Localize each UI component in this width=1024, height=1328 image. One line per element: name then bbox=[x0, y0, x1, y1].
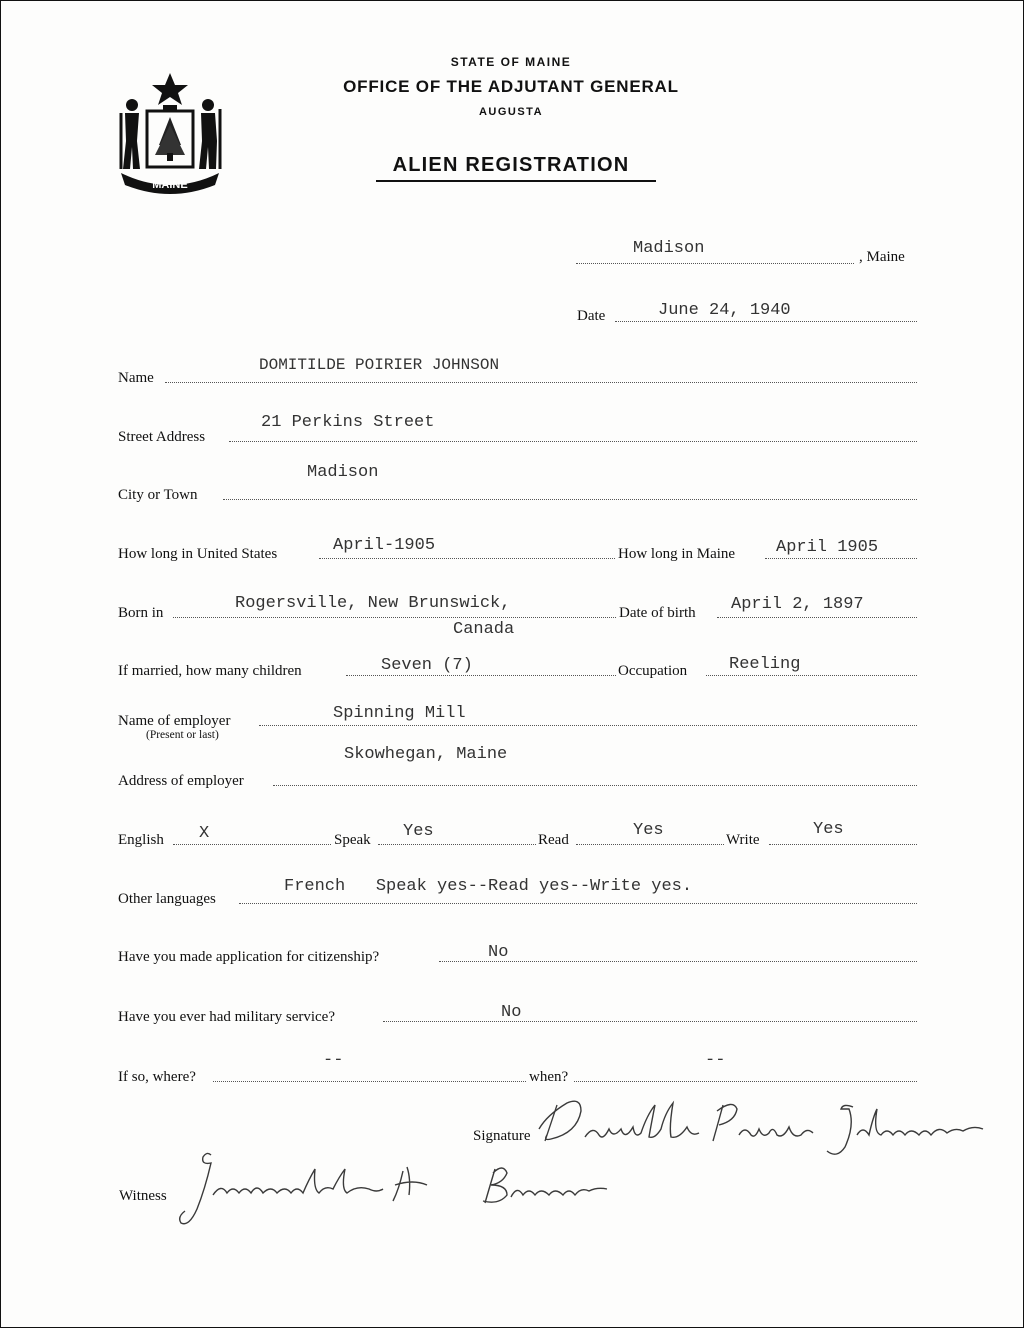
form-title: ALIEN REGISTRATION bbox=[392, 154, 630, 176]
svg-text:Jeannette H. Brown: Jeannette H. Brown bbox=[177, 1149, 185, 1150]
us-line bbox=[319, 558, 615, 559]
dob-value[interactable]: April 2, 1897 bbox=[731, 595, 864, 614]
location-value[interactable]: Madison bbox=[633, 239, 705, 258]
street-label: Street Address bbox=[118, 429, 206, 445]
office-heading: OFFICE OF THE ADJUTANT GENERAL bbox=[343, 77, 679, 96]
other-languages-label: Other languages bbox=[118, 891, 216, 907]
speak-value[interactable]: Yes bbox=[403, 822, 434, 841]
employer-line bbox=[259, 725, 917, 726]
employer-sublabel: (Present or last) bbox=[146, 729, 219, 741]
english-value[interactable]: X bbox=[199, 824, 210, 843]
maine-line bbox=[765, 558, 917, 559]
date-label: Date bbox=[577, 308, 606, 324]
where-label: If so, where? bbox=[118, 1069, 196, 1085]
when-value[interactable]: -- bbox=[705, 1051, 726, 1070]
city-label: City or Town bbox=[118, 487, 198, 503]
military-line bbox=[383, 1021, 917, 1022]
location-line bbox=[576, 263, 854, 264]
name-line bbox=[165, 382, 917, 383]
born-line bbox=[173, 617, 616, 618]
born-value-country[interactable]: Canada bbox=[453, 620, 515, 639]
name-value[interactable]: DOMITILDE POIRIER JOHNSON bbox=[259, 356, 500, 374]
date-line bbox=[615, 321, 917, 322]
english-line bbox=[173, 844, 331, 845]
witness-label: Witness bbox=[119, 1188, 167, 1204]
where-line bbox=[213, 1081, 526, 1082]
citizenship-value[interactable]: No bbox=[488, 943, 509, 962]
employer-address-value[interactable]: Skowhegan, Maine bbox=[344, 745, 508, 764]
write-line bbox=[769, 844, 917, 845]
when-line bbox=[574, 1081, 917, 1082]
street-line bbox=[229, 441, 917, 442]
occupation-line bbox=[706, 675, 917, 676]
employer-address-line bbox=[273, 785, 917, 786]
maine-label: How long in Maine bbox=[618, 546, 736, 562]
read-line bbox=[576, 844, 724, 845]
write-value[interactable]: Yes bbox=[813, 820, 844, 839]
citizenship-label: Have you made application for citizenship? bbox=[118, 949, 380, 965]
write-label: Write bbox=[726, 832, 760, 848]
military-value[interactable]: No bbox=[501, 1003, 522, 1022]
employer-address-label: Address of employer bbox=[118, 773, 244, 789]
occupation-label: Occupation bbox=[618, 663, 688, 679]
occupation-value[interactable]: Reeling bbox=[729, 655, 801, 674]
children-value[interactable]: Seven (7) bbox=[381, 656, 473, 675]
where-value[interactable]: -- bbox=[323, 1051, 344, 1070]
military-label: Have you ever had military service? bbox=[118, 1009, 335, 1025]
svg-text:MAINE: MAINE bbox=[152, 179, 188, 191]
city-value[interactable]: Madison bbox=[307, 463, 379, 482]
children-line bbox=[346, 675, 616, 676]
speak-line bbox=[378, 844, 536, 845]
name-label: Name bbox=[118, 370, 154, 386]
employer-value[interactable]: Spinning Mill bbox=[333, 704, 466, 723]
born-value[interactable]: Rogersville, New Brunswick, bbox=[235, 594, 511, 613]
title-underline bbox=[376, 180, 656, 182]
date-value[interactable]: June 24, 1940 bbox=[658, 301, 791, 320]
us-label: How long in United States bbox=[118, 546, 278, 562]
speak-label: Speak bbox=[334, 832, 371, 848]
state-heading: STATE OF MAINE bbox=[450, 55, 572, 69]
employer-label: Name of employer bbox=[118, 713, 231, 729]
location-suffix: , Maine bbox=[859, 249, 905, 265]
street-value[interactable]: 21 Perkins Street bbox=[261, 413, 435, 432]
read-label: Read bbox=[538, 832, 569, 848]
other-languages-line bbox=[239, 903, 917, 904]
other-languages-value[interactable]: French Speak yes--Read yes--Write yes. bbox=[284, 877, 693, 896]
maine-value[interactable]: April 1905 bbox=[776, 538, 879, 557]
witness-signature bbox=[177, 1149, 627, 1231]
dob-label: Date of birth bbox=[619, 605, 696, 621]
born-label: Born in bbox=[118, 605, 164, 621]
dob-line bbox=[717, 617, 917, 618]
read-value[interactable]: Yes bbox=[633, 821, 664, 840]
city-heading: AUGUSTA bbox=[478, 106, 544, 118]
signature-label: Signature bbox=[473, 1128, 531, 1144]
us-value[interactable]: April-1905 bbox=[333, 536, 436, 555]
svg-text:Domitilde Poirier Johnson: Domitilde Poirier Johnson bbox=[537, 1095, 548, 1096]
children-label: If married, how many children bbox=[118, 663, 302, 679]
when-label: when? bbox=[529, 1069, 569, 1085]
citizenship-line bbox=[439, 961, 917, 962]
english-label: English bbox=[118, 832, 164, 848]
city-line bbox=[223, 499, 917, 500]
